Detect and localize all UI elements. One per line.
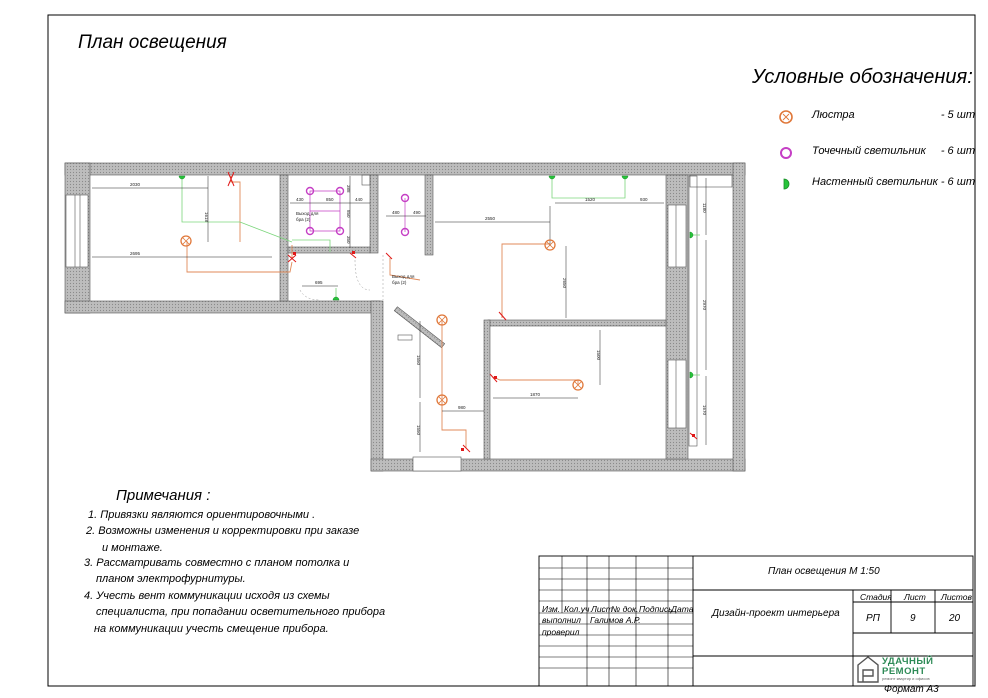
wall-light-symbols [179,176,693,378]
stamp-col-koluch: Кол.уч [564,604,590,614]
wall-light-icon [179,176,185,179]
spotlight-icon [778,145,794,161]
stamp-lists-label: Листов [941,592,972,602]
stamp-col-ndok: № док. [611,604,639,614]
dim-930: 930 [640,197,648,202]
stamp-lists: 20 [949,613,961,624]
stamp-stage: РП [866,613,880,624]
note-line: 3. Рассматривать совместно с планом потолка и [84,557,350,569]
outlet-note-2b: бра (2) [392,280,407,285]
stamp-project: Дизайн-проект интерьера [712,608,840,619]
legend-title: Условные обозначения: [752,66,973,88]
dim-480: 480 [392,210,400,215]
legend-item-chandelier [770,107,975,127]
stamp-col-data: Дата [671,604,694,614]
switch-icon [463,445,470,452]
sheet-format: Формат А3 [884,684,939,695]
stamp-list: 9 [910,613,916,624]
page-title: План освещения [78,32,227,53]
logo-tagline: ремонт квартир и офисов [882,676,930,681]
dim-695: 695 [315,280,323,285]
wall-light-icon [622,176,628,179]
dim-980: 980 [458,405,466,410]
legend-qty: - 6 шт [940,176,975,188]
chandelier-icon [778,109,794,125]
dim-1670: 1670 [702,405,707,416]
legend-qty: - 5 шт [940,109,975,121]
legend-item-spotlight [770,143,975,163]
note-line: 2. Возможны изменения и корректировки при заказе [86,525,360,537]
wall-light-icon [690,232,693,238]
outlet-note-1b: бра (2) [296,217,311,222]
dim-850: 850 [326,197,334,202]
logo-name [882,657,934,677]
outlet-note-1: Выход для [296,211,319,216]
stamp-col-list: Лист [591,604,613,614]
dim-1618: 1618 [204,212,209,223]
logo-icon [858,657,878,682]
stamp-col-podpis: Подпись [639,604,673,614]
dim-2970: 2970 [702,300,707,311]
switch-icon [386,253,392,259]
dim-2695: 2695 [130,251,141,256]
dim-2550: 2550 [485,216,496,221]
logo-name-line2: РЕМОНТ [882,666,926,677]
note-line: 4. Учесть вент коммуникации исходя из схемы [84,590,330,602]
notes-title: Примечания : [116,487,211,504]
note-line: 1. Привязки являются ориентировочными . [88,509,316,521]
dim-2030: 2030 [130,182,141,187]
wall-light-icon [333,297,339,300]
dim-440: 440 [355,197,363,202]
doors [300,255,383,300]
dim-1870: 1870 [530,392,541,397]
wall-light-icon [690,372,693,378]
dim-1550: 1550 [416,355,421,366]
wall-light-icon [778,176,794,192]
legend-label: Точечный светильник [812,145,926,157]
wall-light-icon [549,176,555,179]
stamp-sheet-title: План освещения М 1:50 [768,566,880,577]
dim-2650: 2650 [562,278,567,289]
switch-icon [499,312,506,320]
stamp-list-label: Лист [904,592,926,602]
stamp-row-proveril: проверил [542,627,580,637]
dim-430: 430 [296,197,304,202]
note-line: и монтаже. [102,542,163,554]
note-line: на коммуникации учесть смещение прибора. [94,623,329,635]
dim-850v: 850 [346,210,351,218]
stamp-author: Галимов А.Р. [590,615,641,625]
dim-350: 350 [346,236,351,244]
dim-388: 388 [346,185,351,193]
note-line: специалиста, при попадании осветительного прибора [96,606,386,618]
dim-1180: 1180 [702,203,707,213]
stamp-stage-label: Стадия [860,592,892,602]
legend-label: Люстра [812,109,855,121]
chandelier-icon [181,236,191,246]
dim-490: 490 [413,210,421,215]
stamp-row-vypolnil: выполнил [542,615,581,625]
legend-qty: - 6 шт [940,145,975,157]
dim-1500: 1500 [596,350,601,361]
logo-name-line1: УДАЧНЫЙ [882,656,934,667]
dim-1550b: 1550 [416,425,421,436]
legend-label: Настенный светильник [812,176,938,188]
dim-1520: 1520 [585,197,596,202]
stamp-col-izm: Изм. [542,604,561,614]
legend-item-wall-light [770,174,975,194]
outlet-note-2: Выход для [392,274,415,279]
note-line: планом электрофурнитуры. [96,573,246,585]
